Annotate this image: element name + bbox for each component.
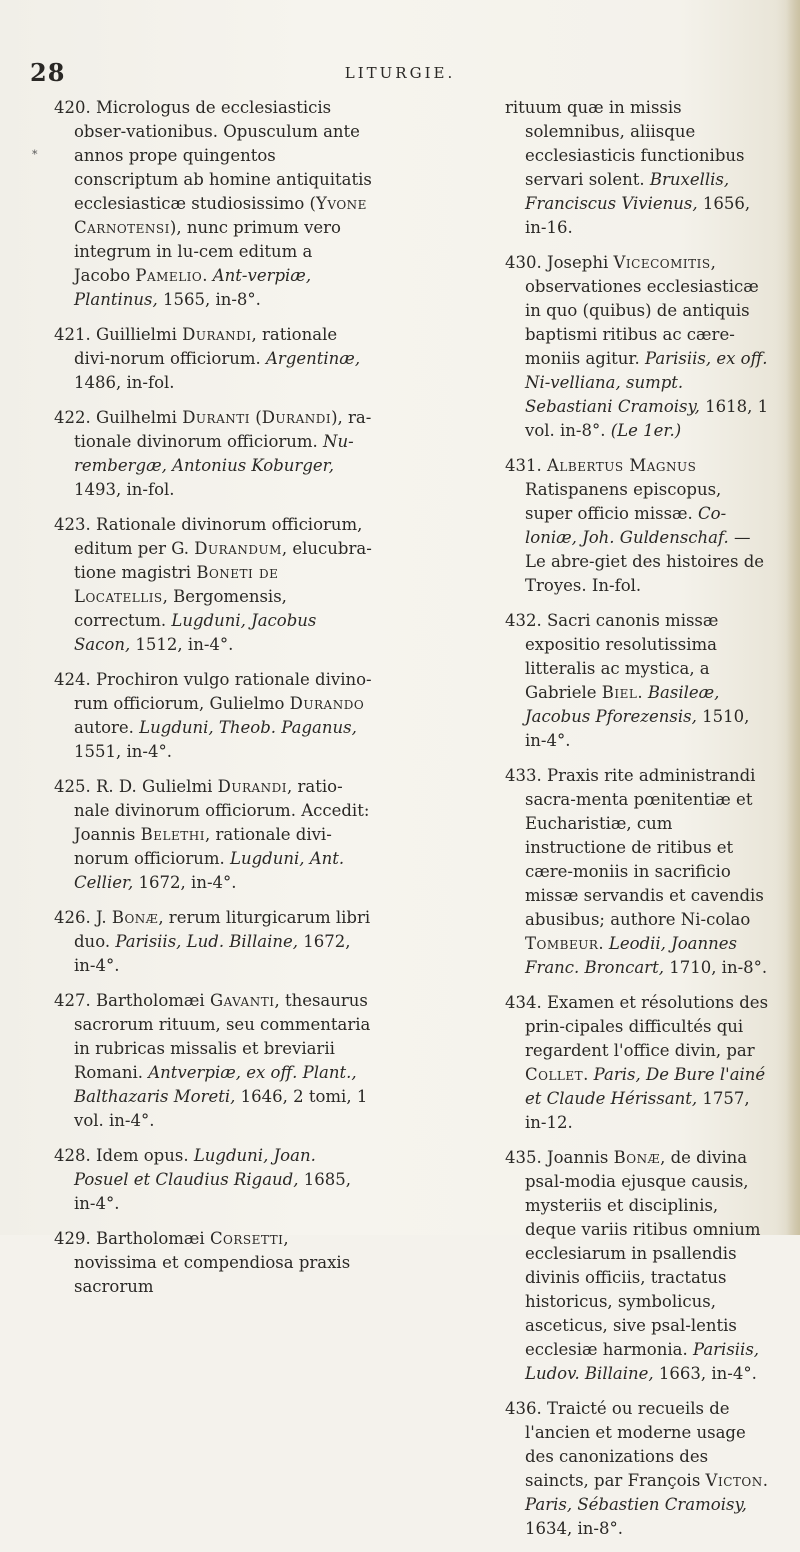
- entry-number: 423.: [54, 515, 91, 534]
- author-name: Duranti: [182, 408, 250, 427]
- margin-mark: *: [32, 148, 38, 161]
- entry-number: 428.: [54, 1146, 91, 1165]
- entry-text: Traicté ou recueils de l'ancien et moderne usage des canonizations des saincts, par François: [525, 1399, 746, 1490]
- entry-text: ), ra-tionale divinorum officiorum.: [74, 408, 372, 451]
- entry-text: 1551, in-4°.: [74, 742, 172, 761]
- entry-text: 1685, in-4°.: [74, 1170, 351, 1213]
- entry-number: 432.: [505, 611, 542, 630]
- entry-text: Praxis rite administrandi sacra-menta pœnitentiæ et Eucharistiæ, cum instructione de ritibus et cære-moniis in sacrificio missæ servandis et cavendis abusibus; authore Ni-colao: [525, 766, 764, 929]
- entry-text: , observationes ecclesiasticæ in quo (quibus) de antiquis baptismi ritibus ac cære-moniis agitur.: [525, 253, 759, 368]
- entry-text: R. D. Gulielmi: [96, 777, 218, 796]
- entry-text: .: [637, 683, 648, 702]
- entry-number: 422.: [54, 408, 91, 427]
- entry-text: Sacri canonis missæ expositio resolutissima litteralis ac mystica, a Gabriele: [525, 611, 719, 702]
- imprint-text: Ant-verpiæ, Plantinus,: [74, 266, 312, 309]
- bibliography-entry: [505, 609, 773, 753]
- bibliography-entry: [54, 775, 372, 895]
- author-name: Bonæ: [111, 908, 159, 927]
- entry-text: .: [598, 934, 609, 953]
- entry-text: , elucubra-tione magistri: [74, 539, 372, 582]
- entry-text: 1710, in-8°.: [663, 958, 768, 977]
- entry-text: , rationale divi-norum officiorum.: [74, 825, 332, 868]
- entry-text: (: [250, 408, 262, 427]
- imprint-text: Parisiis, Ludov. Billaine,: [525, 1340, 760, 1383]
- entry-text: 1646, 2 tomi, 1 vol. in-4°.: [74, 1087, 368, 1130]
- entry-text: Josephi: [547, 253, 614, 272]
- entry-text: 1493, in-fol.: [74, 480, 175, 499]
- author-name: Vicecomitis: [613, 253, 711, 272]
- imprint-text: Lugduni, Joan. Posuel et Claudius Rigaud,: [74, 1146, 316, 1189]
- author-name: Durandi: [261, 408, 332, 427]
- entry-text: Examen et résolutions des prin-cipales difficultés qui regardent l'office divin, par: [525, 993, 769, 1060]
- author-name: Gavanti: [209, 991, 275, 1010]
- entry-number: 430.: [505, 253, 542, 272]
- entry-number: 429.: [54, 1229, 91, 1248]
- author-name: Durandum: [194, 539, 282, 558]
- bibliography-entry: [505, 1146, 773, 1386]
- author-name: Boneti de Locatellis: [74, 563, 279, 606]
- entry-text: Ratispanens episcopus, super officio missæ.: [525, 480, 722, 523]
- entry-number: 435.: [505, 1148, 542, 1167]
- bibliography-entry: [54, 1144, 372, 1216]
- bibliography-entry: [54, 406, 372, 502]
- author-name: Durando: [289, 694, 365, 713]
- entry-text: Guilhelmi: [96, 408, 183, 427]
- entry-text: 1672, in-4°.: [133, 873, 237, 892]
- author-name: Albertus Magnus: [547, 456, 697, 475]
- imprint-text: Lugduni, Theob. Paganus,: [139, 718, 357, 737]
- author-name: Collet: [525, 1065, 584, 1084]
- author-name: Tombeur: [525, 934, 599, 953]
- entry-text: .: [583, 1065, 594, 1084]
- entry-text: 1486, in-fol.: [74, 373, 175, 392]
- author-name: Pamelio: [135, 266, 203, 285]
- entry-text: 1656, in-16.: [525, 194, 751, 237]
- entry-text: , rerum liturgicarum libri duo.: [74, 908, 371, 951]
- entry-text: 1757, in-12.: [525, 1089, 750, 1132]
- author-name: Belethi: [140, 825, 205, 844]
- imprint-text: Antverpiæ, ex off. Plant., Balthazaris Moreti,: [74, 1063, 357, 1106]
- entry-text: autore.: [74, 718, 140, 737]
- bibliography-entry: [505, 251, 773, 443]
- entry-text: Joannis: [547, 1148, 614, 1167]
- entry-text: rituum quæ in missis solemnibus, aliisque ecclesiasticis functionibus servari solent.: [505, 98, 745, 189]
- author-name: Victon: [705, 1471, 763, 1490]
- entry-text: 1512, in-4°.: [130, 635, 234, 654]
- right-column: [505, 96, 773, 1552]
- entry-number: 425.: [54, 777, 91, 796]
- entry-text: , ratio-nale divinorum officiorum. Accedit: Joannis: [74, 777, 370, 844]
- entry-text: .: [202, 266, 213, 285]
- imprint-text: Lugduni, Ant. Cellier,: [74, 849, 345, 892]
- bibliography-entry: [54, 96, 372, 312]
- entry-number: 427.: [54, 991, 91, 1010]
- entry-text: 1565, in-8°.: [157, 290, 261, 309]
- entry-text: Bartholomæi: [96, 991, 210, 1010]
- entry-number: 421.: [54, 325, 91, 344]
- entry-text: , novissima et compendiosa praxis sacrorum: [74, 1229, 351, 1296]
- bibliography-entry: [505, 96, 773, 240]
- author-name: Biel: [601, 683, 638, 702]
- entry-text: .: [762, 1471, 768, 1490]
- entry-text: Rationale divinorum officiorum, editum per G.: [74, 515, 363, 558]
- imprint-text: Paris, Sébastien Cramoisy,: [525, 1495, 747, 1514]
- bibliography-entry: [505, 1397, 773, 1541]
- entry-number: 420.: [54, 98, 91, 117]
- running-head: LITURGIE.: [344, 64, 456, 82]
- bibliography-entry: [54, 668, 372, 764]
- bibliography-entry: [54, 513, 372, 657]
- entry-text: Guillielmi: [96, 325, 183, 344]
- entry-text: Bartholomæi: [96, 1229, 210, 1248]
- page-number: 28: [30, 58, 66, 87]
- entry-text: Micrologus de ecclesiasticis obser-vationibus. Opusculum ante annos prope quingentos conscriptum ab homine antiquitatis ecclesiasticæ studiosissimo (: [74, 98, 372, 213]
- entry-number: 431.: [505, 456, 542, 475]
- imprint-text: Basileæ, Jacobus Pforezensis,: [525, 683, 720, 726]
- author-name: Yvone Carnotensi: [74, 194, 367, 237]
- bibliography-entry: [54, 323, 372, 395]
- author-name: Corsetti: [209, 1229, 284, 1248]
- entry-text: Prochiron vulgo rationale divino-rum officiorum, Gulielmo: [74, 670, 372, 713]
- entry-text: 1634, in-8°.: [525, 1519, 623, 1538]
- imprint-text: Parisiis, ex off. Ni-velliana, sumpt. Sebastiani Cramoisy,: [525, 349, 768, 416]
- entry-text: 1663, in-4°.: [653, 1364, 757, 1383]
- author-name: Durandi: [182, 325, 252, 344]
- imprint-text: Paris, De Bure l'ainé et Claude Hérissant,: [525, 1065, 766, 1108]
- entry-number: 434.: [505, 993, 542, 1012]
- entry-text: J.: [96, 908, 112, 927]
- author-name: Durandi: [217, 777, 288, 796]
- entry-text: Idem opus.: [96, 1146, 194, 1165]
- bibliography-entry: [54, 1227, 372, 1299]
- bibliography-entry: [54, 989, 372, 1133]
- entry-number: 426.: [54, 908, 91, 927]
- imprint-text: Leodii, Joannes Franc. Broncart,: [525, 934, 737, 977]
- imprint-text: Nu-rembergæ, Antonius Koburger,: [74, 432, 354, 475]
- entry-text: ), nunc primum vero integrum in lu-cem editum a Jacobo: [74, 218, 341, 285]
- bibliography-entry: [505, 454, 773, 598]
- imprint-text: Lugduni, Jacobus Sacon,: [74, 611, 317, 654]
- bibliography-entry: [505, 764, 773, 980]
- entry-text: 1672, in-4°.: [74, 932, 351, 975]
- entry-text: , rationale divi-norum officiorum.: [74, 325, 338, 368]
- bibliography-entry: [54, 906, 372, 978]
- entry-text: , thesaurus sacrorum rituum, seu commentaria in rubricas missalis et breviarii Romani.: [74, 991, 371, 1082]
- entry-number: 424.: [54, 670, 91, 689]
- author-name: Bonæ: [613, 1148, 661, 1167]
- entry-number: 433.: [505, 766, 542, 785]
- entry-text: , Bergomensis, correctum.: [74, 587, 287, 630]
- imprint-text: Parisiis, Lud. Billaine,: [115, 932, 299, 951]
- imprint-text: Argentinæ,: [266, 349, 361, 368]
- bibliography-entry: [505, 991, 773, 1135]
- entry-text: 1618, 1 vol. in-8°.: [525, 397, 769, 440]
- entry-text: — Le abre-giet des histoires de Troyes. In-fol.: [525, 528, 765, 595]
- entry-text: , de divina psal-modia ejusque causis, mysteriis et disciplinis, deque variis ritibus omnium ecclesiarum in psallendis divinis officiis, tractatus historicus, symbolicus, asceticus, sive psal-lentis ecclesiæ harmonia.: [525, 1148, 761, 1359]
- imprint-text: Co-loniæ, Joh. Guldenschaf.: [525, 504, 729, 547]
- imprint-text: Bruxellis, Franciscus Vivienus,: [525, 170, 730, 213]
- left-column: [54, 96, 372, 1310]
- page-edge-shadow: [786, 0, 800, 1235]
- entry-number: 436.: [505, 1399, 542, 1418]
- imprint-text: (Le 1er.): [610, 421, 682, 440]
- entry-text: 1510, in-4°.: [525, 707, 750, 750]
